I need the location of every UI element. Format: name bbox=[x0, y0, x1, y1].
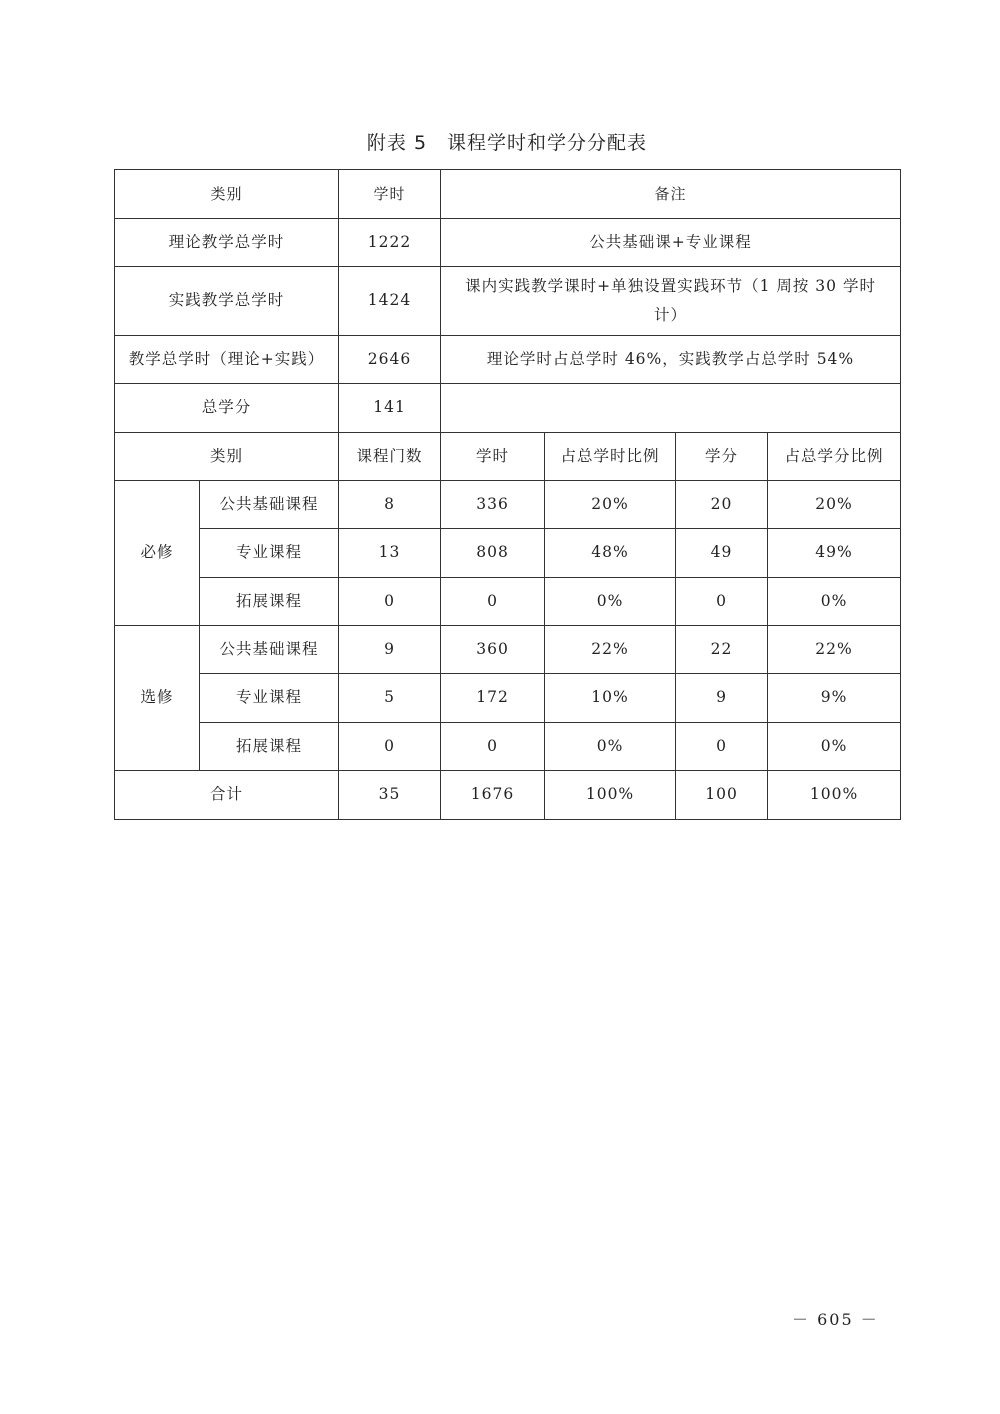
summary-header-row bbox=[115, 170, 901, 219]
group-label-elective: 选修 bbox=[115, 626, 200, 771]
credits-ratio: 20% bbox=[768, 481, 901, 529]
course-credits: 22 bbox=[676, 626, 768, 674]
course-count: 13 bbox=[339, 529, 441, 578]
course-credits: 20 bbox=[676, 481, 768, 529]
total-count: 35 bbox=[339, 771, 441, 820]
summary-notes: 公共基础课+专业课程 bbox=[441, 219, 901, 267]
table-row bbox=[115, 723, 901, 771]
hours-ratio: 10% bbox=[545, 674, 676, 723]
hours-ratio: 48% bbox=[545, 529, 676, 578]
credits-ratio: 0% bbox=[768, 723, 901, 771]
course-type: 公共基础课程 bbox=[200, 481, 339, 529]
course-count: 0 bbox=[339, 578, 441, 626]
summary-hours: 1222 bbox=[339, 219, 441, 267]
summary-hours: 2646 bbox=[339, 336, 441, 384]
course-credits: 9 bbox=[676, 674, 768, 723]
group-label-required: 必修 bbox=[115, 481, 200, 626]
course-count: 9 bbox=[339, 626, 441, 674]
summary-notes: 理论学时占总学时 46%，实践教学占总学时 54% bbox=[441, 336, 901, 384]
course-count: 0 bbox=[339, 723, 441, 771]
course-type: 公共基础课程 bbox=[200, 626, 339, 674]
course-hours: 0 bbox=[441, 578, 545, 626]
credits-ratio: 9% bbox=[768, 674, 901, 723]
detail-header-credits: 学分 bbox=[676, 433, 768, 481]
course-type: 专业课程 bbox=[200, 674, 339, 723]
total-credits: 100 bbox=[676, 771, 768, 820]
course-count: 5 bbox=[339, 674, 441, 723]
detail-header-category: 类别 bbox=[115, 433, 339, 481]
table-row bbox=[115, 626, 901, 674]
total-hours: 1676 bbox=[441, 771, 545, 820]
credit-hours-table bbox=[114, 169, 901, 820]
summary-hours: 1424 bbox=[339, 267, 441, 336]
hours-ratio: 0% bbox=[545, 578, 676, 626]
summary-category: 理论教学总学时 bbox=[115, 219, 339, 267]
summary-hours: 141 bbox=[339, 384, 441, 433]
course-count: 8 bbox=[339, 481, 441, 529]
table-row bbox=[115, 529, 901, 578]
hours-ratio: 20% bbox=[545, 481, 676, 529]
detail-header-credits-ratio: 占总学分比例 bbox=[768, 433, 901, 481]
summary-row bbox=[115, 219, 901, 267]
summary-row bbox=[115, 267, 901, 336]
detail-header-course-count: 课程门数 bbox=[339, 433, 441, 481]
summary-row bbox=[115, 336, 901, 384]
summary-header-category: 类别 bbox=[115, 170, 339, 219]
total-hours-ratio: 100% bbox=[545, 771, 676, 820]
table-title: 附表 5 课程学时和学分分配表 bbox=[366, 132, 648, 154]
course-credits: 0 bbox=[676, 578, 768, 626]
course-credits: 49 bbox=[676, 529, 768, 578]
table-row bbox=[115, 578, 901, 626]
detail-header-row bbox=[115, 433, 901, 481]
summary-header-hours: 学时 bbox=[339, 170, 441, 219]
total-row bbox=[115, 771, 901, 820]
course-hours: 808 bbox=[441, 529, 545, 578]
summary-header-notes: 备注 bbox=[441, 170, 901, 219]
table-row bbox=[115, 674, 901, 723]
total-label: 合计 bbox=[115, 771, 339, 820]
total-credits-ratio: 100% bbox=[768, 771, 901, 820]
course-hours: 336 bbox=[441, 481, 545, 529]
summary-row bbox=[115, 384, 901, 433]
table-row bbox=[115, 481, 901, 529]
credits-ratio: 0% bbox=[768, 578, 901, 626]
hours-ratio: 0% bbox=[545, 723, 676, 771]
course-hours: 172 bbox=[441, 674, 545, 723]
credits-ratio: 22% bbox=[768, 626, 901, 674]
page-number: － 605 － bbox=[792, 1310, 879, 1329]
course-type: 专业课程 bbox=[200, 529, 339, 578]
summary-notes: 课内实践教学课时+单独设置实践环节（1 周按 30 学时计） bbox=[441, 267, 901, 336]
summary-category: 总学分 bbox=[115, 384, 339, 433]
course-type: 拓展课程 bbox=[200, 723, 339, 771]
course-credits: 0 bbox=[676, 723, 768, 771]
course-hours: 0 bbox=[441, 723, 545, 771]
detail-header-hours-ratio: 占总学时比例 bbox=[545, 433, 676, 481]
summary-category: 实践教学总学时 bbox=[115, 267, 339, 336]
summary-notes bbox=[441, 384, 901, 433]
hours-ratio: 22% bbox=[545, 626, 676, 674]
summary-category: 教学总学时（理论+实践） bbox=[115, 336, 339, 384]
detail-header-hours: 学时 bbox=[441, 433, 545, 481]
course-type: 拓展课程 bbox=[200, 578, 339, 626]
credits-ratio: 49% bbox=[768, 529, 901, 578]
course-hours: 360 bbox=[441, 626, 545, 674]
